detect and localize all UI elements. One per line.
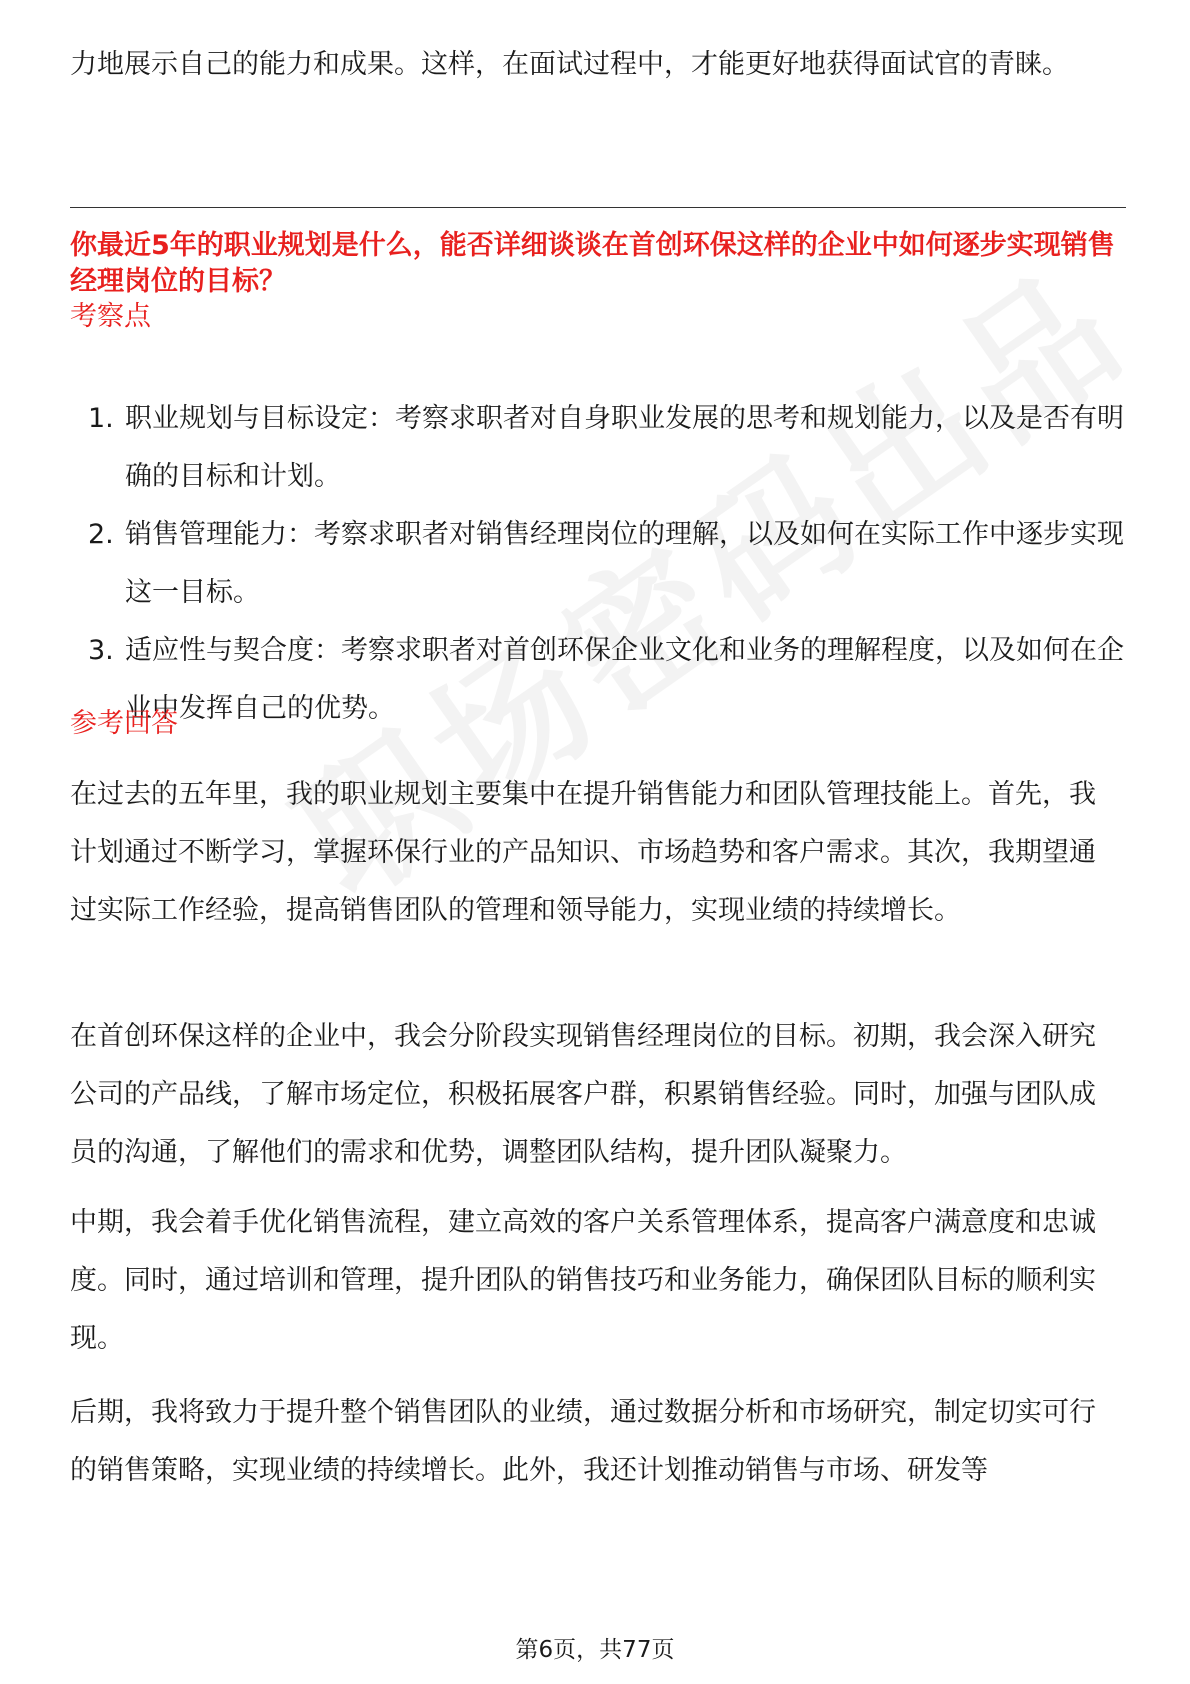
list-item-text: 适应性与契合度：考察求职者对首创环保企业文化和业务的理解程度，以及如何在企业中发挥自己的优势。 [125, 635, 1124, 724]
answer-paragraph: 中期，我会着手优化销售流程，建立高效的客户关系管理体系，提高客户满意度和忠诚度。同时，通过培训和管理，提升团队的销售技巧和业务能力，确保团队目标的顺利实现。 [70, 1207, 1096, 1354]
answer-paragraph: 在过去的五年里，我的职业规划主要集中在提升销售能力和团队管理技能上。首先，我计划通过不断学习，掌握环保行业的产品知识、市场趋势和客户需求。其次，我期望通过实际工作经验，提高销售团队的管理和领导能力，实现业绩的持续增长。 [70, 779, 1096, 926]
list-item-number: 3. [88, 635, 114, 666]
list-item [70, 506, 1130, 622]
list-item-number: 2. [88, 519, 114, 550]
assessment-heading: 考察点 [70, 301, 151, 332]
section-divider [70, 207, 1126, 208]
page-number: 第6页，共77页 [515, 1637, 675, 1663]
list-item [70, 390, 1130, 506]
intro-paragraph: 力地展示自己的能力和成果。这样，在面试过程中，才能更好地获得面试官的青睐。 [70, 49, 1069, 80]
list-item-text: 销售管理能力：考察求职者对销售经理岗位的理解，以及如何在实际工作中逐步实现这一目标。 [125, 519, 1124, 608]
list-item [70, 622, 1130, 738]
answer-heading: 参考回答 [70, 708, 178, 739]
question-heading: 你最近5年的职业规划是什么，能否详细谈谈在首创环保这样的企业中如何逐步实现销售经理岗位的目标？ [70, 230, 1115, 297]
answer-paragraph: 在首创环保这样的企业中，我会分阶段实现销售经理岗位的目标。初期，我会深入研究公司的产品线，了解市场定位，积极拓展客户群，积累销售经验。同时，加强与团队成员的沟通，了解他们的需求和优势，调整团队结构，提升团队凝聚力。 [70, 1021, 1096, 1168]
list-item-number: 1. [88, 403, 114, 434]
list-item-text: 职业规划与目标设定：考察求职者对自身职业发展的思考和规划能力，以及是否有明确的目标和计划。 [125, 403, 1124, 492]
assessment-list [70, 390, 1130, 738]
answer-paragraph: 后期，我将致力于提升整个销售团队的业绩，通过数据分析和市场研究，制定切实可行的销售策略，实现业绩的持续增长。此外，我还计划推动销售与市场、研发等 [70, 1397, 1096, 1486]
